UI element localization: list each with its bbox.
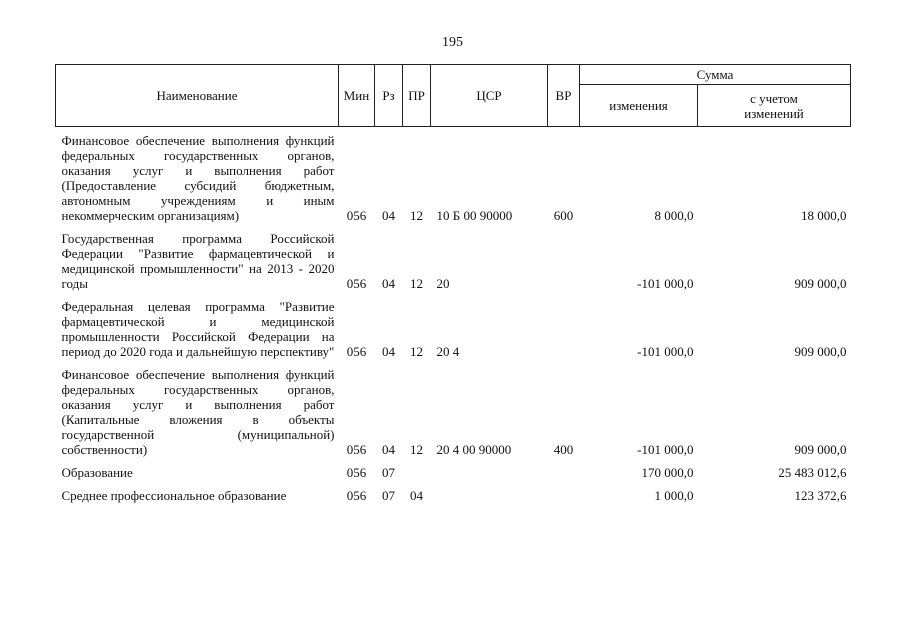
table-row [56,291,851,359]
row-pr: 04 [410,488,423,503]
row-csr [431,480,548,503]
table-row [56,223,851,291]
header-sum: Сумма [580,65,851,85]
row-csr: 20 [436,276,450,291]
row-name: Финансовое обеспечение выполнения функций федеральных государственных органов, оказания услуг и выполнения работ (Предоставление субсидий бюджетным, автономным учреждениям и иным некоммерческим организациям) [61,133,335,223]
row-csr: 20 4 [436,344,460,359]
row-total: 18 000,0 [801,208,847,223]
row-rz: 04 [382,442,395,457]
row-pr: 12 [410,442,423,457]
row-min: 056 [346,276,367,291]
header-rz: Рз [375,65,403,127]
header-csr: ЦСР [431,65,548,127]
header-vr: ВР [548,65,580,127]
row-name: Образование [61,465,133,480]
row-change: -101 000,0 [637,344,694,359]
row-vr [548,223,580,291]
table-row [56,480,851,503]
header-name: Наименование [56,65,339,127]
row-min: 056 [346,465,367,480]
row-name: Федеральная целевая программа "Развитие фармацевтической и медицинской промышленности Российской Федерации на период до 2020 года и дальнейшую перспективу" [61,299,335,359]
row-vr [548,480,580,503]
row-pr: 12 [410,344,423,359]
header-min: Мин [339,65,375,127]
row-change: 8 000,0 [654,208,694,223]
row-min: 056 [346,442,367,457]
row-min: 056 [346,208,367,223]
row-rz: 04 [382,344,395,359]
row-pr: 12 [410,276,423,291]
header-with-change: с учетом изменений [698,85,851,127]
row-total: 123 372,6 [794,488,847,503]
row-vr: 400 [553,442,574,457]
row-change: 170 000,0 [641,465,694,480]
row-csr: 20 4 00 90000 [436,442,512,457]
row-total: 909 000,0 [794,442,847,457]
row-change: -101 000,0 [637,442,694,457]
row-pr [403,457,431,480]
row-min: 056 [346,344,367,359]
row-total: 909 000,0 [794,344,847,359]
page-number: 195 [442,35,463,50]
row-name: Среднее профессиональное образование [61,488,287,503]
row-name: Государственная программа Российской Федерации "Развитие фармацевтической и медицинской промышленности" на 2013 - 2020 годы [61,231,335,291]
row-change: -101 000,0 [637,276,694,291]
header-pr: ПР [403,65,431,127]
budget-table [55,64,851,503]
row-csr [431,457,548,480]
row-change: 1 000,0 [654,488,694,503]
row-csr: 10 Б 00 90000 [436,208,513,223]
table-body [56,127,851,504]
row-vr [548,291,580,359]
row-name: Финансовое обеспечение выполнения функций федеральных государственных органов, оказания услуг и выполнения работ (Капитальные вложения в объекты государственной (муниципальной) собственности) [61,367,335,457]
row-rz: 07 [382,488,395,503]
row-total: 909 000,0 [794,276,847,291]
row-rz: 04 [382,276,395,291]
header-change: изменения [580,85,698,127]
row-rz: 07 [382,465,395,480]
row-vr: 600 [553,208,574,223]
row-vr [548,457,580,480]
row-rz: 04 [382,208,395,223]
table-row [56,359,851,457]
row-total: 25 483 012,6 [778,465,847,480]
table-row [56,457,851,480]
table-row [56,127,851,224]
row-min: 056 [346,488,367,503]
table-header [56,65,851,127]
row-pr: 12 [410,208,423,223]
